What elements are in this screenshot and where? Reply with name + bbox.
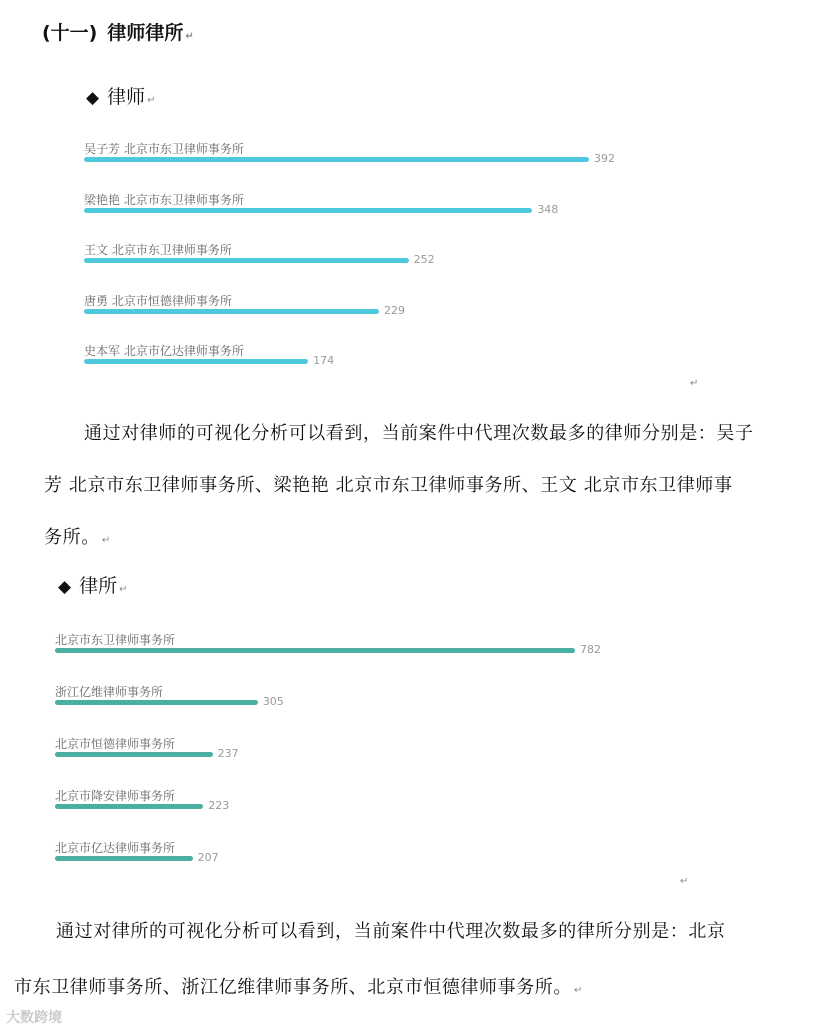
bar	[55, 856, 193, 861]
bar	[55, 804, 203, 809]
bar-label: 史本军 北京市亿达律师事务所	[84, 344, 244, 358]
bar-label: 唐勇 北京市恒德律师事务所	[84, 293, 232, 308]
bar	[55, 648, 575, 653]
bar	[84, 157, 589, 162]
firm-heading-title: 律所	[79, 575, 118, 597]
lawyer-paragraph-line-1: 通过对律师的可视化分析可以看到，当前案件中代理次数最多的律师分别是：吴子	[84, 423, 754, 444]
bar-label: 王文 北京市东卫律师事务所	[84, 243, 232, 257]
lawyer-paragraph-line-2: 芳 北京市东卫律师事务所、梁艳艳 北京市东卫律师事务所、王文 北京市东卫律师事	[44, 475, 733, 496]
bar-label: 梁艳艳 北京市东卫律师事务所	[84, 192, 244, 207]
bar-value-label: 174	[313, 354, 335, 367]
bar-value-label: 782	[580, 643, 601, 656]
bar-label: 吴子芳 北京市东卫律师事务所	[84, 142, 244, 156]
return-mark: ↵	[680, 876, 689, 887]
firm-heading	[58, 571, 127, 598]
diamond-bullet-icon: ◆	[58, 577, 72, 597]
section-title: 律师律所	[107, 22, 184, 44]
firm-paragraph-line-2: 市东卫律师事务所、浙江亿维律师事务所、北京市恒德律师事务所。 ↵	[14, 977, 583, 998]
bar-label: 北京市东卫律师事务所	[55, 633, 176, 647]
return-mark: ↵	[101, 535, 111, 546]
bar-value-label: 348	[537, 202, 559, 216]
diamond-bullet-icon: ◆	[86, 88, 100, 108]
bar	[84, 258, 409, 263]
bar-value-label: 229	[384, 303, 405, 317]
return-mark: ↵	[147, 95, 156, 106]
return-mark: ↵	[574, 985, 583, 996]
bar	[55, 700, 258, 705]
bar-label: 北京市恒德律师事务所	[55, 737, 176, 751]
bar-value-label: 223	[208, 799, 230, 812]
return-mark: ↵	[185, 31, 194, 42]
return-mark: ↵	[690, 378, 699, 389]
lawyer-paragraph-line-3: 务所。 ↵	[44, 527, 111, 548]
bar-value-label: 207	[197, 851, 219, 864]
bar-label: 北京市降安律师事务所	[55, 789, 176, 803]
return-mark: ↵	[119, 584, 128, 595]
watermark-logo: 大数跨境	[6, 1010, 62, 1026]
section-number: (十一)	[42, 22, 98, 44]
section-heading	[42, 18, 194, 45]
bar-label: 浙江亿维律师事务所	[55, 685, 164, 699]
bar-value-label: 392	[594, 152, 615, 165]
bar-value-label: 305	[262, 695, 284, 708]
bar	[55, 752, 213, 757]
bar-label: 北京市亿达律师事务所	[55, 841, 176, 855]
bar-value-label: 237	[217, 747, 239, 760]
firm-paragraph-line-1: 通过对律所的可视化分析可以看到，当前案件中代理次数最多的律所分别是：北京	[56, 921, 726, 942]
bar-value-label: 252	[413, 253, 435, 266]
lawyer-heading	[86, 82, 155, 109]
lawyer-heading-title: 律师	[107, 86, 146, 108]
bar	[84, 309, 379, 314]
bar	[84, 359, 308, 364]
bar	[84, 208, 532, 213]
